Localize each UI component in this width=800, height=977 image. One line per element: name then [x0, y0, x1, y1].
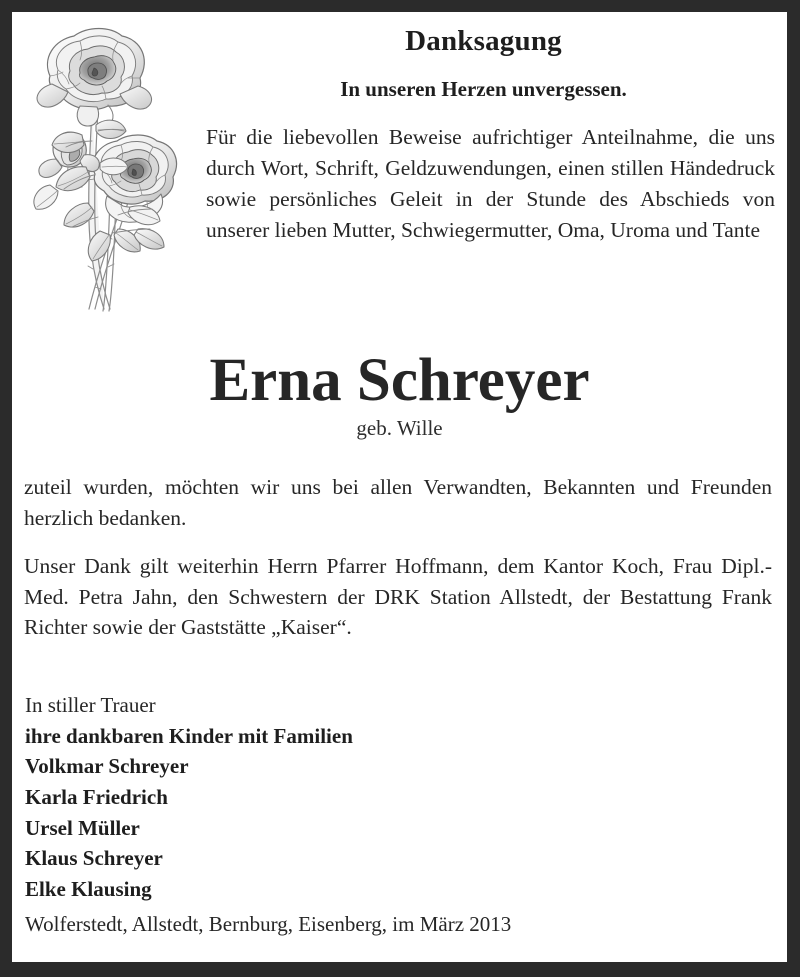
mourner-name: Klaus Schreyer	[25, 846, 163, 871]
deceased-name: Erna Schreyer	[209, 347, 590, 414]
body-paragraph: Unser Dank gilt weiterhin Herrn Pfarrer Hoffmann, dem Kantor Koch, Frau Dipl.-Med. Petra Jahn, den Schwestern der DRK Station Allstedt, der Bestattung Frank Richter sowie der Gaststätte „Kaiser“.	[24, 554, 772, 640]
subtitle: In unseren Herzen unvergessen.	[340, 77, 627, 102]
mourners-block	[25, 690, 775, 905]
intro-paragraph: Für die liebevollen Beweise aufrichtiger Anteilnahme, die uns durch Wort, Schrift, Geldzuwendungen, einen stillen Händedruck sowie persönliches Geleit in der Stunde des Abschieds von unserer lieben Mutter, Schwiegermutter, Oma, Uroma und Tante	[206, 124, 775, 243]
mourner-name: Elke Klausing	[25, 876, 152, 901]
deceased-name-block	[24, 347, 775, 440]
mourner-name: Volkmar Schreyer	[25, 754, 189, 779]
mourner-name: Karla Friedrich	[25, 784, 168, 809]
body-paragraph: zuteil wurden, möchten wir uns bei allen Verwandten, Bekannten und Freunden herzlich bedanken.	[24, 475, 772, 530]
page-title: Danksagung	[405, 25, 562, 57]
mourner-name: Ursel Müller	[25, 815, 140, 840]
header-block	[192, 26, 775, 246]
places-and-date: Wolferstedt, Allstedt, Bernburg, Eisenberg, im März 2013	[25, 912, 512, 936]
mourner-name: ihre dankbaren Kinder mit Familien	[25, 723, 353, 748]
body-block	[24, 472, 772, 643]
deceased-maiden-name: geb. Wille	[356, 416, 443, 440]
roses-illustration	[26, 17, 181, 317]
obituary-paper	[12, 12, 787, 962]
mourners-lead: In stiller Trauer	[25, 693, 156, 717]
